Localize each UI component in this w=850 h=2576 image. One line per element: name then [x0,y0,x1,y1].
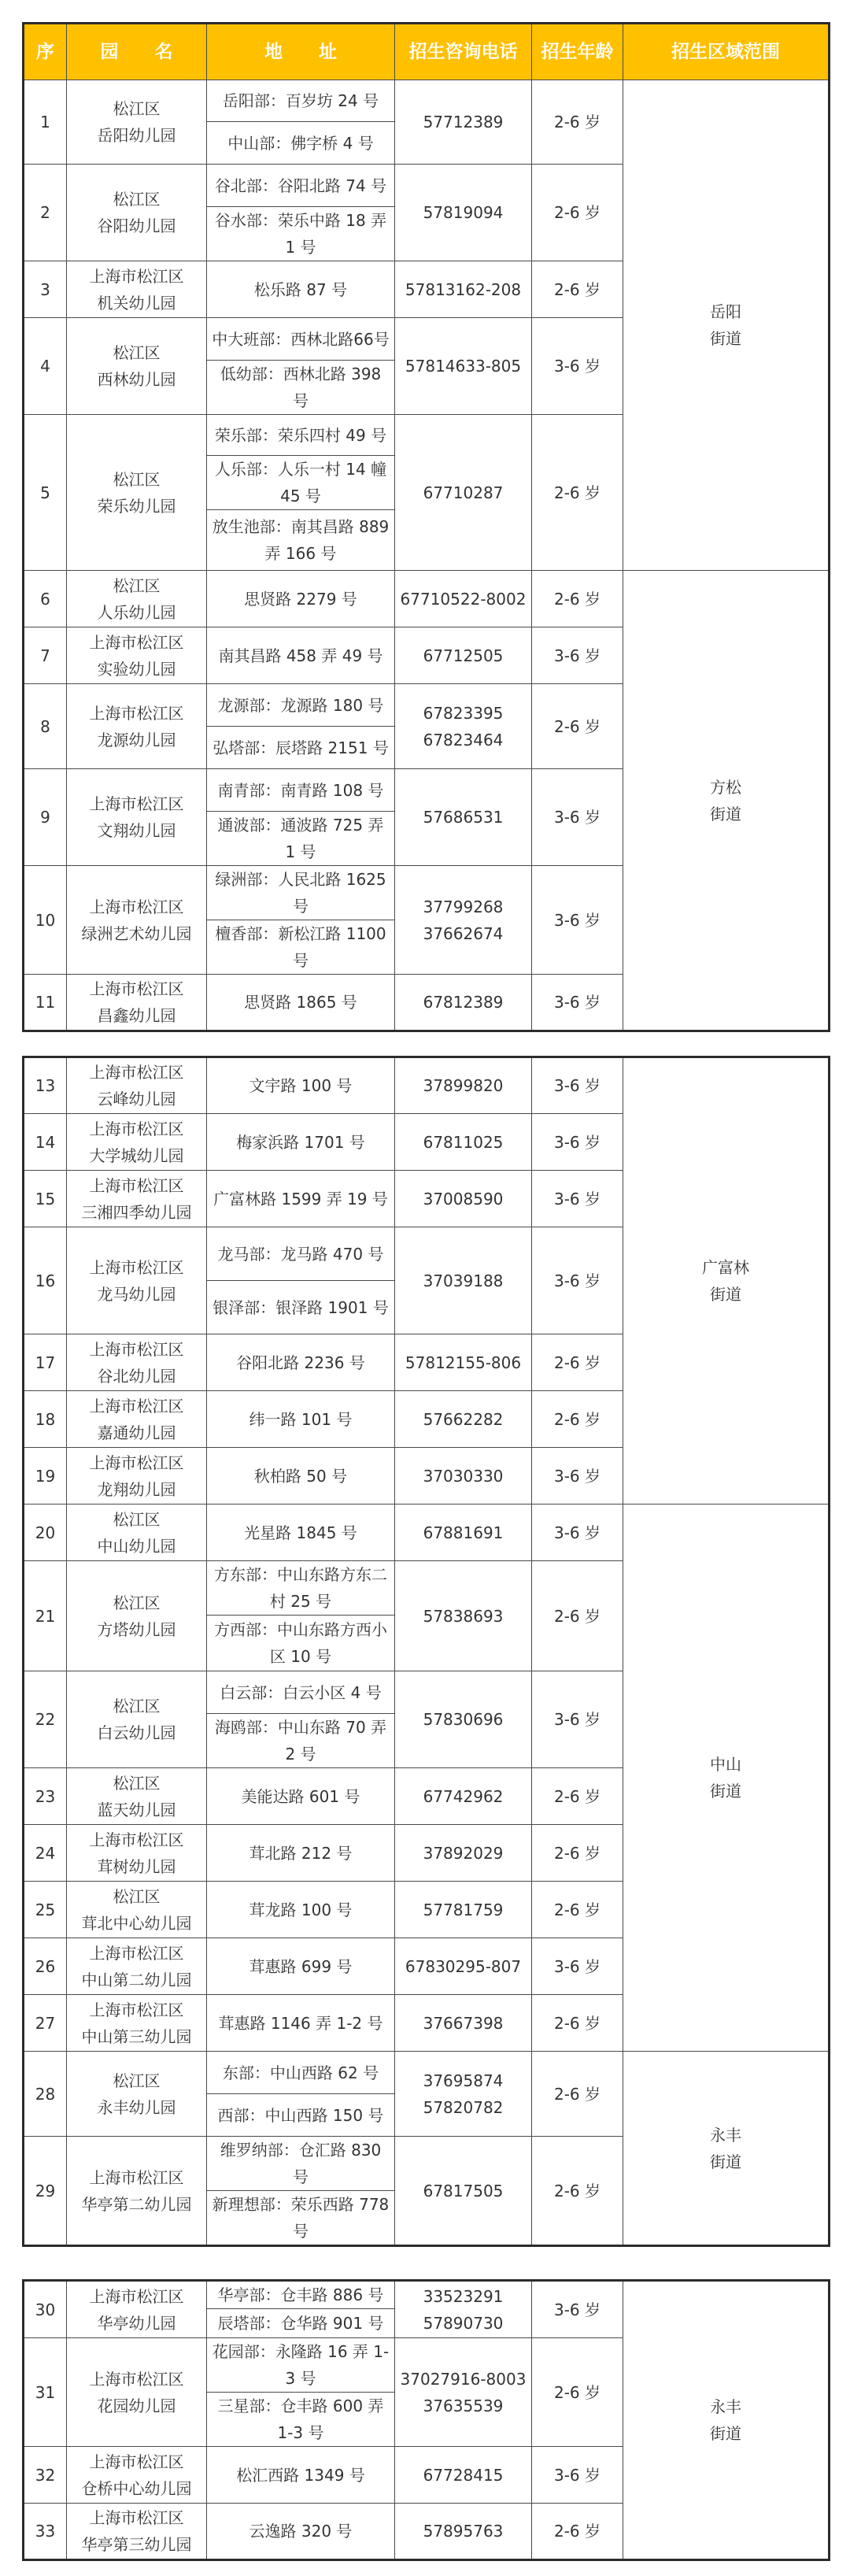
header-area: 招生区域范围 [623,24,830,80]
address: 方西部：中山东路方西小区 10 号 [207,1616,395,1671]
age-range: 3-6 岁 [532,1114,623,1171]
kindergarten-name: 松江区 谷阳幼儿园 [67,165,207,261]
address: 维罗纳部：仓汇路 830 号 [207,2137,395,2191]
age-range: 2-6 岁 [532,1825,623,1882]
district-area: 方松 街道 [623,571,830,1031]
address: 文宇路 100 号 [207,1057,395,1114]
phone [395,1671,532,1768]
phone-number: 57814633-805 [405,357,522,376]
phone [395,684,532,769]
phone [395,1825,532,1882]
table-row [24,80,830,122]
age-range: 2-6 岁 [532,1334,623,1391]
phone-number: 37027916-8003 [400,2369,527,2389]
row-number: 29 [24,2137,67,2246]
address: 思贤路 1865 号 [207,975,395,1031]
phone [395,1938,532,1995]
kindergarten-name: 上海市松江区 嘉通幼儿园 [67,1391,207,1448]
phone [395,318,532,415]
row-number: 15 [24,1171,67,1227]
kindergarten-name: 松江区 人乐幼儿园 [67,571,207,627]
phone [395,1505,532,1561]
address: 南青部：南青路 108 号 [207,769,395,812]
age-range: 2-6 岁 [532,2137,623,2246]
age-range: 2-6 岁 [532,2052,623,2137]
header-no: 序 [24,24,67,80]
row-number: 24 [24,1825,67,1882]
row-number: 16 [24,1227,67,1334]
header-phone: 招生咨询电话 [395,24,532,80]
address: 茸北路 212 号 [207,1825,395,1882]
kindergarten-name: 松江区 蓝天幼儿园 [67,1768,207,1825]
kindergarten-name: 上海市松江区 昌鑫幼儿园 [67,975,207,1031]
kindergarten-name: 上海市松江区 龙源幼儿园 [67,684,207,769]
address: 思贤路 2279 号 [207,571,395,627]
row-number: 20 [24,1505,67,1561]
address: 银泽部：银泽路 1901 号 [207,1281,395,1334]
age-range: 3-6 岁 [532,1671,623,1768]
row-number: 10 [24,866,67,975]
age-range: 2-6 岁 [532,1768,623,1825]
table-row [24,1057,830,1114]
phone [395,1334,532,1391]
address: 松乐路 87 号 [207,261,395,318]
phone-number: 37695874 [423,2071,504,2090]
row-number: 23 [24,1768,67,1825]
phone-number: 37635539 [423,2396,504,2415]
phone [395,1171,532,1227]
address: 中大班部：西林北路66号 [207,318,395,361]
district-area: 岳阳 街道 [623,80,830,571]
phone-number: 57820782 [423,2097,504,2117]
address: 广富林路 1599 弄 19 号 [207,1171,395,1227]
phone [395,2504,532,2560]
row-number: 32 [24,2447,67,2504]
address: 新理想部：荣乐西路 778 号 [207,2191,395,2246]
header-address: 地 址 [207,24,395,80]
phone [395,1995,532,2052]
phone-number: 33523291 [423,2286,504,2306]
kindergarten-name: 松江区 中山幼儿园 [67,1505,207,1561]
phone [395,769,532,866]
age-range: 3-6 岁 [532,1505,623,1561]
address: 辰塔部：仓华路 901 号 [207,2309,395,2338]
row-number: 30 [24,2281,67,2338]
phone [395,415,532,571]
table-row [24,2281,830,2309]
kindergarten-name: 上海市松江区 龙翔幼儿园 [67,1448,207,1505]
kindergarten-table-part-3 [22,2279,830,2561]
address: 茸惠路 699 号 [207,1938,395,1995]
phone-number: 67728415 [423,2465,504,2485]
phone [395,1114,532,1171]
district-area: 中山 街道 [623,1505,830,2052]
phone-number: 57830696 [423,1710,504,1729]
address: 茸惠路 1146 弄 1-2 号 [207,1995,395,2052]
address: 谷阳北路 2236 号 [207,1334,395,1391]
row-number: 22 [24,1671,67,1768]
age-range: 2-6 岁 [532,2338,623,2447]
phone [395,1391,532,1448]
kindergarten-name: 上海市松江区 华亭幼儿园 [67,2281,207,2338]
address: 绿洲部：人民北路 1625 号 [207,866,395,920]
row-number: 8 [24,684,67,769]
phone-number: 37799268 [423,897,504,916]
phone-number: 37892029 [423,1843,504,1863]
age-range: 3-6 岁 [532,866,623,975]
address: 秋柏路 50 号 [207,1448,395,1505]
address: 三星部：仓丰路 600 弄 1-3 号 [207,2393,395,2447]
kindergarten-name: 上海市松江区 云峰幼儿园 [67,1057,207,1114]
row-number: 28 [24,2052,67,2137]
phone-number: 57662282 [423,1409,504,1429]
address: 谷水部：荣乐中路 18 弄 1 号 [207,207,395,261]
age-range: 3-6 岁 [532,1057,623,1114]
row-number: 27 [24,1995,67,2052]
phone-number: 57712389 [423,113,504,131]
address: 通波部：通波路 725 弄 1 号 [207,812,395,866]
address: 纬一路 101 号 [207,1391,395,1448]
header-name: 园 名 [67,24,207,80]
row-number: 33 [24,2504,67,2560]
address: 龙源部：龙源路 180 号 [207,684,395,727]
address: 海鸥部：中山东路 70 弄 2 号 [207,1714,395,1768]
address: 中山部：佛字桥 4 号 [207,122,395,165]
row-number: 19 [24,1448,67,1505]
kindergarten-name: 上海市松江区 实验幼儿园 [67,627,207,684]
kindergarten-name: 松江区 荣乐幼儿园 [67,415,207,571]
phone [395,1768,532,1825]
phone-number: 37030330 [423,1466,504,1486]
age-range: 2-6 岁 [532,261,623,318]
age-range: 2-6 岁 [532,1882,623,1938]
address: 檀香部：新松江路 1100 号 [207,920,395,975]
phone-number: 67812389 [423,993,504,1012]
kindergarten-name: 上海市松江区 华亭第二幼儿园 [67,2137,207,2246]
phone-number: 37662674 [423,923,504,943]
district-area: 永丰 街道 [623,2281,830,2560]
row-number: 14 [24,1114,67,1171]
kindergarten-name: 上海市松江区 仓桥中心幼儿园 [67,2447,207,2504]
age-range: 3-6 岁 [532,2447,623,2504]
phone [395,2137,532,2246]
kindergarten-table-part-2 [22,1056,830,2247]
address: 岳阳部：百岁坊 24 号 [207,80,395,122]
age-range: 2-6 岁 [532,1561,623,1671]
age-range: 2-6 岁 [532,1391,623,1448]
address: 人乐部：人乐一村 14 幢 45 号 [207,456,395,510]
address: 低幼部：西林北路 398 号 [207,361,395,415]
address: 华亭部：仓丰路 886 号 [207,2281,395,2309]
address: 花园部：永隆路 16 弄 1-3 号 [207,2338,395,2393]
phone-number: 67710287 [423,483,504,502]
age-range: 3-6 岁 [532,2281,623,2338]
phone [395,2447,532,2504]
phone [395,866,532,975]
phone-number: 57838693 [423,1606,504,1626]
kindergarten-name: 松江区 方塔幼儿园 [67,1561,207,1671]
phone-number: 57781759 [423,1900,504,1919]
address: 云逸路 320 号 [207,2504,395,2560]
phone-number: 57890730 [423,2313,504,2333]
kindergarten-name: 上海市松江区 大学城幼儿园 [67,1114,207,1171]
table-row [24,2052,830,2094]
phone [395,165,532,261]
phone [395,1448,532,1505]
phone-number: 37039188 [423,1271,504,1290]
phone [395,975,532,1031]
header-row [24,24,830,80]
kindergarten-name: 松江区 西林幼儿园 [67,318,207,415]
address: 弘塔部：辰塔路 2151 号 [207,727,395,769]
phone-number: 57812155-806 [405,1353,522,1372]
phone-number: 37899820 [423,1076,504,1095]
district-area: 广富林 街道 [623,1057,830,1505]
age-range: 3-6 岁 [532,1227,623,1334]
address: 美能达路 601 号 [207,1768,395,1825]
age-range: 3-6 岁 [532,1448,623,1505]
age-range: 2-6 岁 [532,1995,623,2052]
row-number: 11 [24,975,67,1031]
header-age: 招生年龄 [532,24,623,80]
row-number: 7 [24,627,67,684]
address: 白云部：白云小区 4 号 [207,1671,395,1714]
phone [395,80,532,165]
age-range: 3-6 岁 [532,627,623,684]
age-range: 3-6 岁 [532,318,623,415]
phone-number: 67881691 [423,1523,504,1542]
phone-number: 67742962 [423,1786,504,1806]
address: 光星路 1845 号 [207,1505,395,1561]
age-range: 3-6 岁 [532,1938,623,1995]
phone-number: 67823464 [423,730,504,749]
kindergarten-name: 上海市松江区 龙马幼儿园 [67,1227,207,1334]
kindergarten-name: 上海市松江区 中山第三幼儿园 [67,1995,207,2052]
row-number: 1 [24,80,67,165]
age-range: 3-6 岁 [532,769,623,866]
phone [395,571,532,627]
address: 梅家浜路 1701 号 [207,1114,395,1171]
table-row [24,571,830,627]
row-number: 21 [24,1561,67,1671]
address: 西部：中山西路 150 号 [207,2094,395,2137]
row-number: 31 [24,2338,67,2447]
row-number: 17 [24,1334,67,1391]
phone [395,1561,532,1671]
kindergarten-name: 松江区 岳阳幼儿园 [67,80,207,165]
address: 南其昌路 458 弄 49 号 [207,627,395,684]
table-row [24,1505,830,1561]
age-range: 2-6 岁 [532,80,623,165]
kindergarten-name: 松江区 永丰幼儿园 [67,2052,207,2137]
kindergarten-table-part-1 [22,22,830,1032]
phone-number: 57813162-208 [405,279,522,299]
row-number: 6 [24,571,67,627]
phone-number: 67823395 [423,703,504,723]
address: 方东部：中山东路方东二村 25 号 [207,1561,395,1616]
phone [395,627,532,684]
age-range: 3-6 岁 [532,1171,623,1227]
phone [395,1057,532,1114]
phone-number: 37008590 [423,1189,504,1208]
row-number: 25 [24,1882,67,1938]
phone-number: 67811025 [423,1132,504,1152]
phone-number: 67830295-807 [405,1956,522,1976]
row-number: 9 [24,769,67,866]
address: 谷北部：谷阳北路 74 号 [207,165,395,207]
address: 放生池部：南其昌路 889 弄 166 号 [207,510,395,571]
kindergarten-name: 上海市松江区 文翔幼儿园 [67,769,207,866]
phone [395,1227,532,1334]
phone-number: 67817505 [423,2181,504,2200]
kindergarten-name: 松江区 茸北中心幼儿园 [67,1882,207,1938]
row-number: 18 [24,1391,67,1448]
phone-number: 37667398 [423,2013,504,2033]
kindergarten-name: 上海市松江区 华亭第三幼儿园 [67,2504,207,2560]
row-number: 2 [24,165,67,261]
phone-number: 57895763 [423,2522,504,2541]
kindergarten-name: 上海市松江区 花园幼儿园 [67,2338,207,2447]
kindergarten-name: 上海市松江区 机关幼儿园 [67,261,207,318]
kindergarten-name: 上海市松江区 三湘四季幼儿园 [67,1171,207,1227]
row-number: 4 [24,318,67,415]
row-number: 5 [24,415,67,571]
row-number: 26 [24,1938,67,1995]
age-range: 2-6 岁 [532,684,623,769]
kindergarten-name: 上海市松江区 茸树幼儿园 [67,1825,207,1882]
district-area: 永丰 街道 [623,2052,830,2246]
row-number: 3 [24,261,67,318]
address: 东部：中山西路 62 号 [207,2052,395,2094]
phone [395,2338,532,2447]
address: 龙马部：龙马路 470 号 [207,1227,395,1281]
row-number: 13 [24,1057,67,1114]
phone-number: 67710522-8002 [400,589,527,609]
phone-number: 67712505 [423,646,504,665]
address: 荣乐部：荣乐四村 49 号 [207,415,395,456]
address: 松汇西路 1349 号 [207,2447,395,2504]
phone-number: 57819094 [423,203,504,222]
age-range: 2-6 岁 [532,415,623,571]
age-range: 3-6 岁 [532,975,623,1031]
phone [395,1882,532,1938]
phone [395,261,532,318]
address: 茸龙路 100 号 [207,1882,395,1938]
kindergarten-name: 上海市松江区 中山第二幼儿园 [67,1938,207,1995]
age-range: 2-6 岁 [532,2504,623,2560]
phone [395,2281,532,2338]
kindergarten-name: 松江区 白云幼儿园 [67,1671,207,1768]
phone-number: 57686531 [423,808,504,827]
age-range: 2-6 岁 [532,571,623,627]
kindergarten-name: 上海市松江区 谷北幼儿园 [67,1334,207,1391]
kindergarten-name: 上海市松江区 绿洲艺术幼儿园 [67,866,207,975]
age-range: 2-6 岁 [532,165,623,261]
phone [395,2052,532,2137]
